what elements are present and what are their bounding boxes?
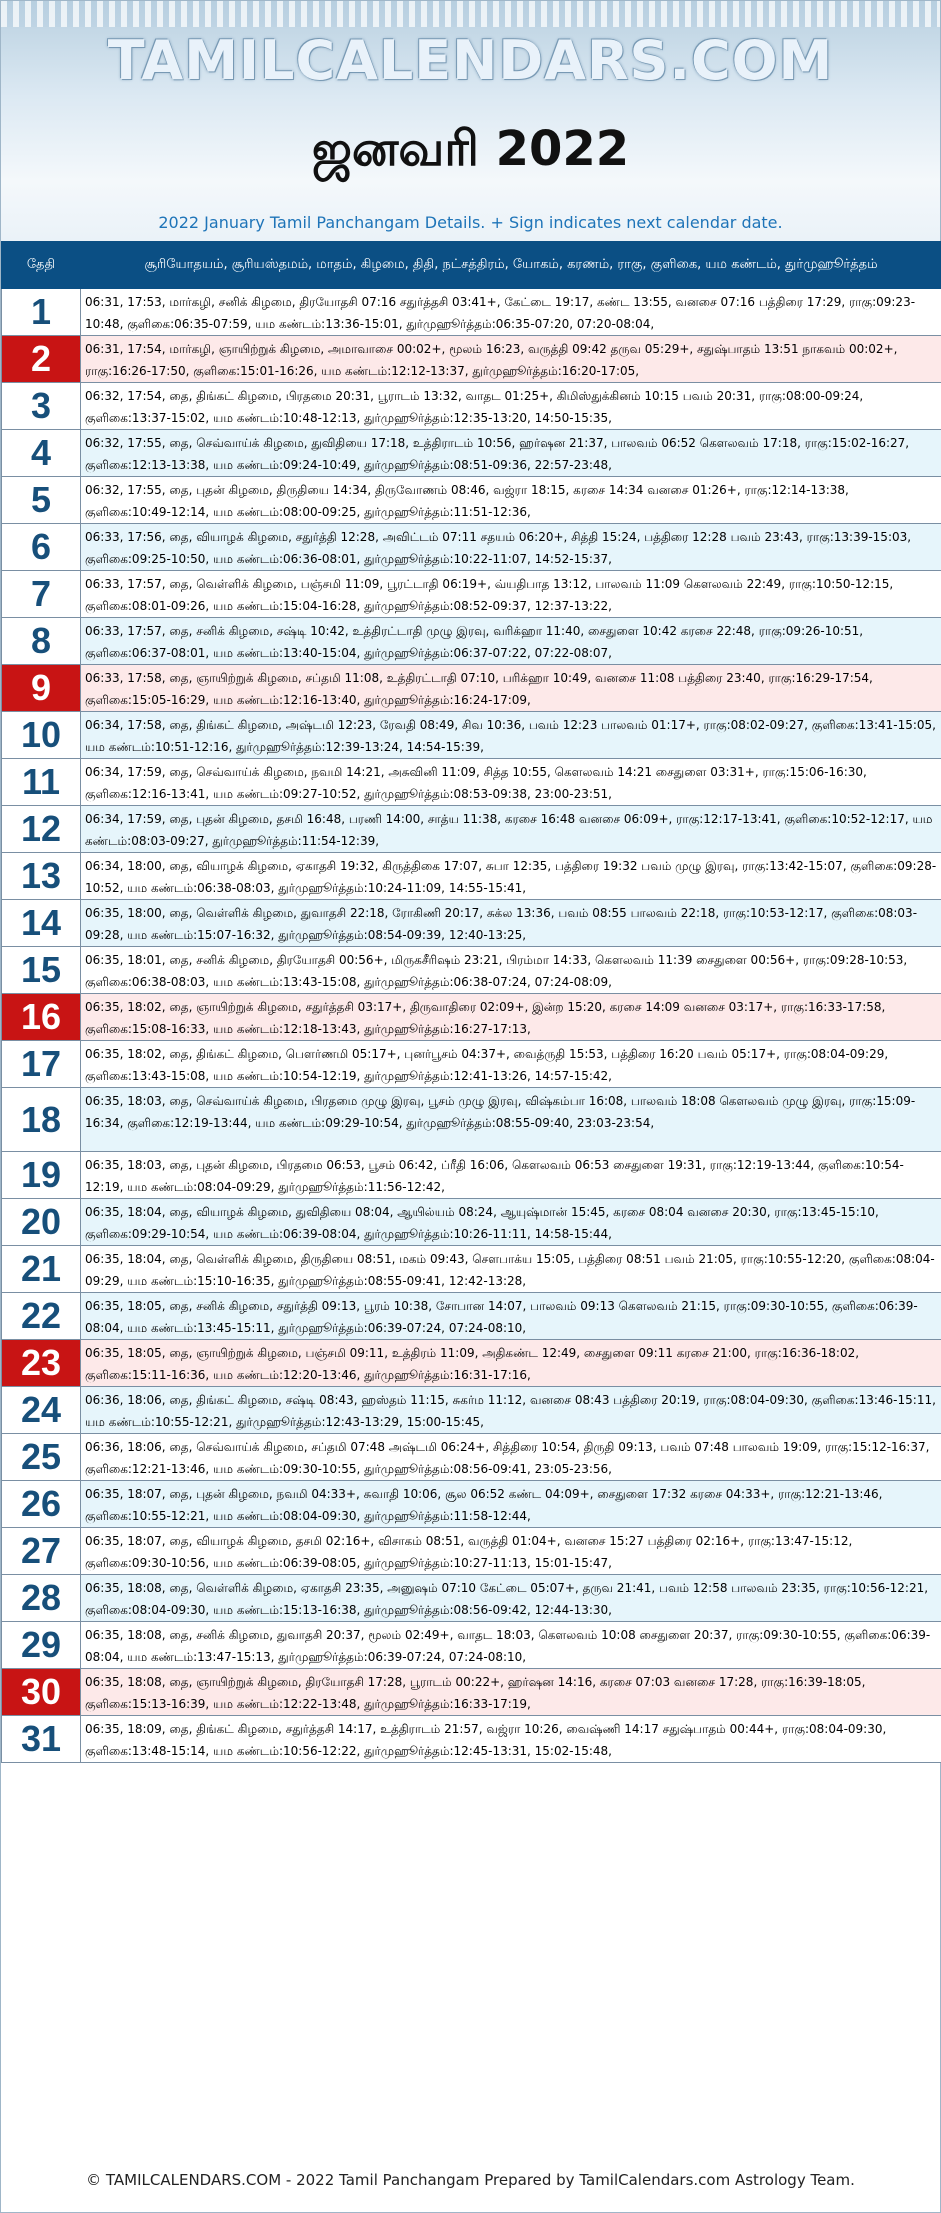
- day-details: 06:32, 17:55, தை, செவ்வாய்க் கிழமை, துவிதியை 17:18, உத்திராடம் 10:56, ஹர்ஷன 21:37, பாலவம் 06:52 கௌலவம் 17:18, ராகு:15:02-16:27, குளிகை:12:13-13:38, யம கண்டம்:09:24-10:49, துர்முஹூர்த்தம்:08:51-09:36, 22:57-23:48,: [81, 430, 941, 477]
- day-number: 9: [2, 665, 81, 712]
- day-details: 06:33, 17:58, தை, ஞாயிற்றுக் கிழமை, சப்தமி 11:08, உத்திரட்டாதி 07:10, பரிக்ஹா 10:49, வனசை 11:08 பத்திரை 23:40, ராகு:16:29-17:54, குளிகை:15:05-16:29, யம கண்டம்:12:16-13:40, துர்முஹூர்த்தம்:16:24-17:09,: [81, 665, 941, 712]
- day-number: 30: [2, 1669, 81, 1716]
- table-row: [2, 947, 941, 994]
- day-details: 06:35, 18:02, தை, திங்கட் கிழமை, பௌர்ணமி 05:17+, புனர்பூசம் 04:37+, வைத்ருதி 15:53, பத்திரை 16:20 பவம் 05:17+, ராகு:08:04-09:29, குளிகை:13:43-15:08, யம கண்டம்:10:54-12:19, துர்முஹூர்த்தம்:12:41-13:26, 14:57-15:42,: [81, 1041, 941, 1088]
- table-row: [2, 1528, 941, 1575]
- day-details: 06:31, 17:53, மார்கழி, சனிக் கிழமை, திரயோதசி 07:16 சதுர்த்தசி 03:41+, கேட்டை 19:17, கண்ட 13:55, வனசை 07:16 பத்திரை 17:29, ராகு:09:23-10:48, குளிகை:06:35-07:59, யம கண்டம்:13:36-15:01, துர்முஹூர்த்தம்:06:35-07:20, 07:20-08:04,: [81, 289, 941, 336]
- day-details: 06:31, 17:54, மார்கழி, ஞாயிற்றுக் கிழமை, அமாவாசை 00:02+, மூலம் 16:23, வருத்தி 09:42 தருவ 05:29+, சதுஷ்பாதம் 13:51 நாகவம் 00:02+, ராகு:16:26-17:50, குளிகை:15:01-16:26, யம கண்டம்:12:12-13:37, துர்முஹூர்த்தம்:16:20-17:05,: [81, 336, 941, 383]
- table-row: [2, 430, 941, 477]
- day-details: 06:32, 17:55, தை, புதன் கிழமை, திருதியை 14:34, திருவோணம் 08:46, வஜ்ரா 18:15, கரசை 14:34 வனசை 01:26+, ராகு:12:14-13:38, குளிகை:10:49-12:14, யம கண்டம்:08:00-09:25, துர்முஹூர்த்தம்:11:51-12:36,: [81, 477, 941, 524]
- table-header-row: [2, 242, 941, 289]
- day-details: 06:33, 17:57, தை, வெள்ளிக் கிழமை, பஞ்சமி 11:09, பூரட்டாதி 06:19+, வ்யதிபாத 13:12, பாலவம் 11:09 கௌலவம் 22:49, ராகு:10:50-12:15, குளிகை:08:01-09:26, யம கண்டம்:15:04-16:28, துர்முஹூர்த்தம்:08:52-09:37, 12:37-13:22,: [81, 571, 941, 618]
- day-details: 06:35, 18:04, தை, வெள்ளிக் கிழமை, திருதியை 08:51, மகம் 09:43, சௌபாக்ய 15:05, பத்திரை 08:51 பவம் 21:05, ராகு:10:55-12:20, குளிகை:08:04-09:29, யம கண்டம்:15:10-16:35, துர்முஹூர்த்தம்:08:55-09:41, 12:42-13:28,: [81, 1246, 941, 1293]
- day-details: 06:35, 18:01, தை, சனிக் கிழமை, திரயோதசி 00:56+, மிருகசீரிஷம் 23:21, பிரம்மா 14:33, கௌலவம் 11:39 சைதுளை 00:56+, ராகு:09:28-10:53, குளிகை:06:38-08:03, யம கண்டம்:13:43-15:08, துர்முஹூர்த்தம்:06:38-07:24, 07:24-08:09,: [81, 947, 941, 994]
- day-details: 06:36, 18:06, தை, திங்கட் கிழமை, சஷ்டி 08:43, ஹஸ்தம் 11:15, சுகர்ம 11:12, வனசை 08:43 பத்திரை 20:19, ராகு:08:04-09:30, குளிகை:13:46-15:11, யம கண்டம்:10:55-12:21, துர்முஹூர்த்தம்:12:43-13:29, 15:00-15:45,: [81, 1387, 941, 1434]
- table-row: [2, 1622, 941, 1669]
- table-row: [2, 477, 941, 524]
- table-row: [2, 900, 941, 947]
- table-row: [2, 1152, 941, 1199]
- day-details: 06:34, 17:59, தை, செவ்வாய்க் கிழமை, நவமி 14:21, அசுவினி 11:09, சித்த 10:55, கௌலவம் 14:21 சைதுளை 03:31+, ராகு:15:06-16:30, குளிகை:12:16-13:41, யம கண்டம்:09:27-10:52, துர்முஹூர்த்தம்:08:53-09:38, 23:00-23:51,: [81, 759, 941, 806]
- table-row: [2, 1293, 941, 1340]
- table-row: [2, 665, 941, 712]
- table-row: [2, 618, 941, 665]
- day-number: 26: [2, 1481, 81, 1528]
- table-row: [2, 1575, 941, 1622]
- day-details: 06:34, 17:58, தை, திங்கட் கிழமை, அஷ்டமி 12:23, ரேவதி 08:49, சிவ 10:36, பவம் 12:23 பாலவம் 01:17+, ராகு:08:02-09:27, குளிகை:13:41-15:05, யம கண்டம்:10:51-12:16, துர்முஹூர்த்தம்:12:39-13:24, 14:54-15:39,: [81, 712, 941, 759]
- table-row: [2, 759, 941, 806]
- day-number: 15: [2, 947, 81, 994]
- lace-border-top: [1, 1, 940, 27]
- table-row: [2, 1387, 941, 1434]
- day-details: 06:35, 18:07, தை, புதன் கிழமை, நவமி 04:33+, சுவாதி 10:06, சூல 06:52 கண்ட 04:09+, சைதுளை 17:32 கரசை 04:33+, ராகு:12:21-13:46, குளிகை:10:55-12:21, யம கண்டம்:08:04-09:30, துர்முஹூர்த்தம்:11:58-12:44,: [81, 1481, 941, 1528]
- day-number: 17: [2, 1041, 81, 1088]
- table-row: [2, 1088, 941, 1152]
- day-details: 06:35, 18:05, தை, சனிக் கிழமை, சதுர்த்தி 09:13, பூரம் 10:38, சோபான 14:07, பாலவம் 09:13 கௌலவம் 21:15, ராகு:09:30-10:55, குளிகை:06:39-08:04, யம கண்டம்:13:45-15:11, துர்முஹூர்த்தம்:06:39-07:24, 07:24-08:10,: [81, 1293, 941, 1340]
- day-number: 22: [2, 1293, 81, 1340]
- day-number: 23: [2, 1340, 81, 1387]
- day-details: 06:35, 18:05, தை, ஞாயிற்றுக் கிழமை, பஞ்சமி 09:11, உத்திரம் 11:09, அதிகண்ட 12:49, சைதுளை 09:11 கரசை 21:00, ராகு:16:36-18:02, குளிகை:15:11-16:36, யம கண்டம்:12:20-13:46, துர்முஹூர்த்தம்:16:31-17:16,: [81, 1340, 941, 1387]
- day-number: 29: [2, 1622, 81, 1669]
- table-row: [2, 1716, 941, 1763]
- subtitle: 2022 January Tamil Panchangam Details. + Sign indicates next calendar date.: [158, 213, 783, 232]
- table-row: [2, 1199, 941, 1246]
- table-row: [2, 1041, 941, 1088]
- day-details: 06:32, 17:54, தை, திங்கட் கிழமை, பிரதமை 20:31, பூராடம் 13:32, வாதட 01:25+, கிமிஸ்துக்கினம் 10:15 பவம் 20:31, ராகு:08:00-09:24, குளிகை:13:37-15:02, யம கண்டம்:10:48-12:13, துர்முஹூர்த்தம்:12:35-13:20, 14:50-15:35,: [81, 383, 941, 430]
- day-number: 4: [2, 430, 81, 477]
- day-details: 06:33, 17:56, தை, வியாழக் கிழமை, சதுர்த்தி 12:28, அவிட்டம் 07:11 சதயம் 06:20+, சித்தி 15:24, பத்திரை 12:28 பவம் 23:43, ராகு:13:39-15:03, குளிகை:09:25-10:50, யம கண்டம்:06:36-08:01, துர்முஹூர்த்தம்:10:22-11:07, 14:52-15:37,: [81, 524, 941, 571]
- table-row: [2, 1340, 941, 1387]
- day-number: 21: [2, 1246, 81, 1293]
- day-details: 06:35, 18:02, தை, ஞாயிற்றுக் கிழமை, சதுர்த்தசி 03:17+, திருவாதிரை 02:09+, இன்ற 15:20, கரசை 14:09 வனசை 03:17+, ராகு:16:33-17:58, குளிகை:15:08-16:33, யம கண்டம்:12:18-13:43, துர்முஹூர்த்தம்:16:27-17:13,: [81, 994, 941, 1041]
- day-number: 19: [2, 1152, 81, 1199]
- day-details: 06:34, 17:59, தை, புதன் கிழமை, தசமி 16:48, பரணி 14:00, சாத்ய 11:38, கரசை 16:48 வனசை 06:09+, ராகு:12:17-13:41, குளிகை:10:52-12:17, யம கண்டம்:08:03-09:27, துர்முஹூர்த்தம்:11:54-12:39,: [81, 806, 941, 853]
- day-number: 2: [2, 336, 81, 383]
- day-details: 06:35, 18:04, தை, வியாழக் கிழமை, துவிதியை 08:04, ஆயில்யம் 08:24, ஆயுஷ்மான் 15:45, கரசை 08:04 வனசை 20:30, ராகு:13:45-15:10, குளிகை:09:29-10:54, யம கண்டம்:06:39-08:04, துர்முஹூர்த்தம்:10:26-11:11, 14:58-15:44,: [81, 1199, 941, 1246]
- panchangam-table: [1, 241, 941, 1763]
- day-number: 13: [2, 853, 81, 900]
- table-row: [2, 1434, 941, 1481]
- day-number: 7: [2, 571, 81, 618]
- table-body: [2, 289, 941, 1763]
- day-number: 18: [2, 1088, 81, 1152]
- footer-copyright: © TAMILCALENDARS.COM - 2022 Tamil Panchangam Prepared by TamilCalendars.com Astrology Team.: [86, 2171, 855, 2189]
- table-row: [2, 1481, 941, 1528]
- day-number: 11: [2, 759, 81, 806]
- month-title: ஜனவரி 2022: [311, 121, 630, 177]
- day-number: 25: [2, 1434, 81, 1481]
- day-details: 06:35, 18:08, தை, ஞாயிற்றுக் கிழமை, திரயோதசி 17:28, பூராடம் 00:22+, ஹர்ஷன 14:16, கரசை 07:03 வனசை 17:28, ராகு:16:39-18:05, குளிகை:15:13-16:39, யம கண்டம்:12:22-13:48, துர்முஹூர்த்தம்:16:33-17:19,: [81, 1669, 941, 1716]
- day-number: 6: [2, 524, 81, 571]
- day-details: 06:35, 18:00, தை, வெள்ளிக் கிழமை, துவாதசி 22:18, ரோகிணி 20:17, சுக்ல 13:36, பவம் 08:55 பாலவம் 22:18, ராகு:10:53-12:17, குளிகை:08:03-09:28, யம கண்டம்:15:07-16:32, துர்முஹூர்த்தம்:08:54-09:39, 12:40-13:25,: [81, 900, 941, 947]
- day-number: 24: [2, 1387, 81, 1434]
- day-number: 1: [2, 289, 81, 336]
- day-number: 5: [2, 477, 81, 524]
- table-row: [2, 994, 941, 1041]
- day-number: 12: [2, 806, 81, 853]
- day-details: 06:34, 18:00, தை, வியாழக் கிழமை, ஏகாதசி 19:32, கிருத்திகை 17:07, சுபா 12:35, பத்திரை 19:32 பவம் முழு இரவு, ராகு:13:42-15:07, குளிகை:09:28-10:52, யம கண்டம்:06:38-08:03, துர்முஹூர்த்தம்:10:24-11:09, 14:55-15:41,: [81, 853, 941, 900]
- day-details: 06:33, 17:57, தை, சனிக் கிழமை, சஷ்டி 10:42, உத்திரட்டாதி முழு இரவு, வரிக்ஹா 11:40, சைதுளை 10:42 கரசை 22:48, ராகு:09:26-10:51, குளிகை:06:37-08:01, யம கண்டம்:13:40-15:04, துர்முஹூர்த்தம்:06:37-07:22, 07:22-08:07,: [81, 618, 941, 665]
- day-number: 27: [2, 1528, 81, 1575]
- day-number: 8: [2, 618, 81, 665]
- day-number: 20: [2, 1199, 81, 1246]
- day-details: 06:35, 18:08, தை, வெள்ளிக் கிழமை, ஏகாதசி 23:35, அனுஷம் 07:10 கேட்டை 05:07+, தருவ 21:41, பவம் 12:58 பாலவம் 23:35, ராகு:10:56-12:21, குளிகை:08:04-09:30, யம கண்டம்:15:13-16:38, துர்முஹூர்த்தம்:08:56-09:42, 12:44-13:30,: [81, 1575, 941, 1622]
- day-details: 06:35, 18:08, தை, சனிக் கிழமை, துவாதசி 20:37, மூலம் 02:49+, வாதட 18:03, கௌலவம் 10:08 சைதுளை 20:37, ராகு:09:30-10:55, குளிகை:06:39-08:04, யம கண்டம்:13:47-15:13, துர்முஹூர்த்தம்:06:39-07:24, 07:24-08:10,: [81, 1622, 941, 1669]
- day-number: 16: [2, 994, 81, 1041]
- day-number: 3: [2, 383, 81, 430]
- table-row: [2, 524, 941, 571]
- header-banner: [1, 1, 940, 241]
- table-row: [2, 289, 941, 336]
- table-row: [2, 712, 941, 759]
- table-row: [2, 1246, 941, 1293]
- table-row: [2, 853, 941, 900]
- day-details: 06:35, 18:09, தை, திங்கட் கிழமை, சதுர்த்தசி 14:17, உத்திராடம் 21:57, வஜ்ரா 10:26, வைஷ்ணி 14:17 சதுஷ்பாதம் 00:44+, ராகு:08:04-09:30, குளிகை:13:48-15:14, யம கண்டம்:10:56-12:22, துர்முஹூர்த்தம்:12:45-13:31, 15:02-15:48,: [81, 1716, 941, 1763]
- site-logo-title[interactable]: TAMILCALENDARS.COM: [107, 29, 834, 92]
- table-row: [2, 1669, 941, 1716]
- table-row: [2, 336, 941, 383]
- day-number: 10: [2, 712, 81, 759]
- header-details: சூரியோதயம், சூரியஸ்தமம், மாதம், கிழமை, திதி, நட்சத்திரம், யோகம், கரணம், ராகு, குளிகை, யம கண்டம், துர்முஹூர்த்தம்: [81, 242, 941, 289]
- day-number: 28: [2, 1575, 81, 1622]
- day-details: 06:36, 18:06, தை, செவ்வாய்க் கிழமை, சப்தமி 07:48 அஷ்டமி 06:24+, சித்திரை 10:54, திருதி 09:13, பவம் 07:48 பாலவம் 19:09, ராகு:15:12-16:37, குளிகை:12:21-13:46, யம கண்டம்:09:30-10:55, துர்முஹூர்த்தம்:08:56-09:41, 23:05-23:56,: [81, 1434, 941, 1481]
- day-number: 14: [2, 900, 81, 947]
- table-row: [2, 571, 941, 618]
- day-details: 06:35, 18:03, தை, புதன் கிழமை, பிரதமை 06:53, பூசம் 06:42, ப்ரீதி 16:06, கௌலவம் 06:53 சைதுளை 19:31, ராகு:12:19-13:44, குளிகை:10:54-12:19, யம கண்டம்:08:04-09:29, துர்முஹூர்த்தம்:11:56-12:42,: [81, 1152, 941, 1199]
- header-date: தேதி: [2, 242, 81, 289]
- day-details: 06:35, 18:03, தை, செவ்வாய்க் கிழமை, பிரதமை முழு இரவு, பூசம் முழு இரவு, விஷ்கம்பா 16:08, பாலவம் 18:08 கௌலவம் முழு இரவு, ராகு:15:09-16:34, குளிகை:12:19-13:44, யம கண்டம்:09:29-10:54, துர்முஹூர்த்தம்:08:55-09:40, 23:03-23:54,: [81, 1088, 941, 1152]
- day-number: 31: [2, 1716, 81, 1763]
- table-row: [2, 806, 941, 853]
- day-details: 06:35, 18:07, தை, வியாழக் கிழமை, தசமி 02:16+, விசாகம் 08:51, வருத்தி 01:04+, வனசை 15:27 பத்திரை 02:16+, ராகு:13:47-15:12, குளிகை:09:30-10:56, யம கண்டம்:06:39-08:05, துர்முஹூர்த்தம்:10:27-11:13, 15:01-15:47,: [81, 1528, 941, 1575]
- table-row: [2, 383, 941, 430]
